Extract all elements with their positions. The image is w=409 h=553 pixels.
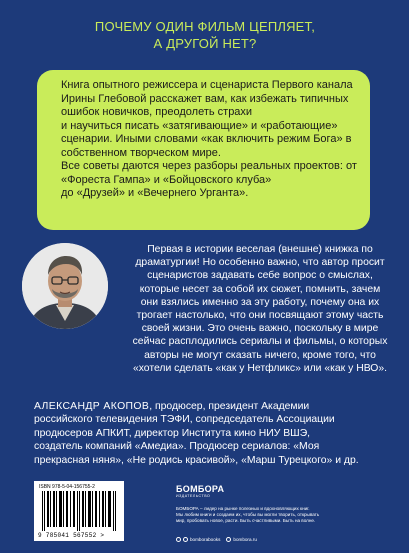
social-item[interactable] [226,537,257,542]
headline: ПОЧЕМУ ОДИН ФИЛЬМ ЦЕПЛЯЕТ, А ДРУГОЙ НЕТ? [94,19,316,51]
instagram-icon [183,537,188,542]
publisher-name: БОМБОРА [176,484,225,494]
reviewer-credentials: , продюсер, президент Академии российского телевидения ТЭФИ, сопредседатель Ассоциации продюсеров АПКИТ, директор Института кино НИУ ВШЭ, создатель компаний «Амедиа». Продюсер сериалов: «Моя прекрасная няня», «Не родись красивой», «Марш Турецкого» и др. [34,401,359,466]
reviewer-bio [34,400,394,467]
vk-icon [176,537,181,542]
barcode-digits: 9 785041 567552 > [38,532,105,539]
portrait-image [22,243,108,329]
isbn-label: ISBN 978-5-04-156755-2 [39,484,95,490]
publisher-logo [176,484,224,498]
social-handle: bomborabooks [190,537,221,542]
publisher-subtitle: ИЗДАТЕЛЬСТВО [176,494,211,498]
isbn-barcode-block [34,481,124,541]
blurb-text: Книга опытного режиссера и сценариста Первого канала Ирины Глебовой расскажет вам, как избежать типичных ошибок новичков, преодолеть страхи и научиться писать «затягивающие» и «работающие» сценарии. Иными словами «как включить режим Бога» в собственном творческом мире. Все советы даются через разборы реальных проектов: от «Фореста Гампа» и «Бойцовского клуба» до «Друзей» и «Вечернего Урганта». [61,79,357,199]
barcode-icon [40,491,120,531]
author-photo [22,243,108,329]
review-quote: Первая в истории веселая (внешне) книжка по драматургии! Но особенно важно, что автор просит сценаристов задавать себе вопрос о смыслах, которые несет за собой их сюжет, помнить, зачем они взялись именно за эту работу, почему она их трогает настолько, что они посвящают этому часть своей жизни. Это очень важно, поскольку в мире сейчас расплодились сериалы и фильмы, о которых авторы не могут сказать ничего, кроме того, что «хотели сделать «как у Нетфликс» или «как у НВО». [132,244,388,374]
globe-icon [226,537,231,542]
blurb-box [37,70,370,230]
publisher-description: БОМБОРА – лидер на рынке полезных и вдохновляющих книг. Мы любим книги и создаем их, чтобы вы могли творить, открывать мир, пробовать новое, расти. Быть счастливыми. Быть на волне. [176,506,320,524]
reviewer-name: АЛЕКСАНДР АКОПОВ [34,401,150,412]
social-item[interactable] [176,537,220,542]
social-links [176,537,257,542]
website-link: bombora.ru [233,537,257,542]
